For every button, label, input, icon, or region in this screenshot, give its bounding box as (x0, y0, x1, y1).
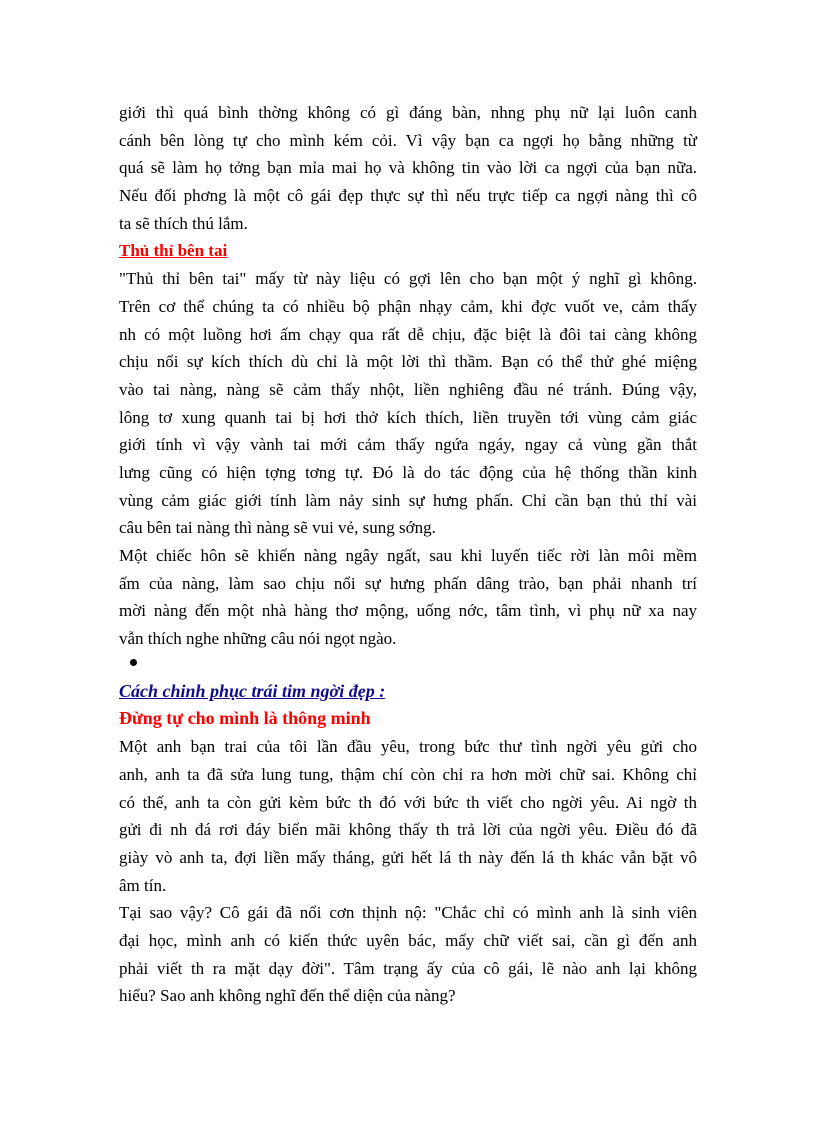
paragraph-why (119, 899, 697, 1010)
text-line: Một chiếc hôn sẽ khiến nàng ngây ngất, sau khi luyến tiếc rời làn môi mềm (119, 546, 697, 565)
text-line: nh có một luồng hơi ấm chạy qua rất dễ chịu, đặc biệt là đôi tai càng không (119, 324, 697, 344)
text-line: vẫn thích nghe những câu nói ngọt ngào. (119, 629, 397, 649)
paragraph-compliments (119, 99, 697, 237)
text-line: phải viết th ra mặt dạy đời". Tâm trạng ấy của cô gái, lẽ nào anh lại không (119, 958, 697, 978)
document-body (119, 99, 697, 1010)
text-line: cánh bên lòng tự cho mình kém cỏi. Vì vậy bạn ca ngợi họ bằng những từ (119, 130, 697, 150)
text-line: lưng cũng có hiện tợng tơng tự. Đó là do tác động của hệ thống thần kinh (119, 462, 697, 482)
paragraph-kiss (119, 542, 697, 653)
bullet-icon (130, 659, 137, 666)
text-line: gửi đi nh đá rơi đáy biển mãi không thấy th trả lời của ngời yêu. Điều đó đã (119, 820, 697, 840)
paragraph-whisper (119, 265, 697, 542)
text-line: có thế, anh ta còn gửi kèm bức th đó với bức th viết cho ngời yêu. Ai ngờ th (119, 792, 697, 812)
text-line: hiểu? Sao anh không nghĩ đến thể diện của nàng? (119, 986, 456, 1006)
text-line: "Thủ thỉ bên tai" mấy từ này liệu có gợi lên cho bạn một ý nghĩ gì không. (119, 269, 697, 289)
text-line: ta sẽ thích thú lắm. (119, 213, 248, 233)
section-heading-conquer: Cách chinh phục trái tim ngời đẹp : (119, 680, 386, 701)
text-line: đại học, mình anh có kiến thức uyên bác, mấy chữ viết sai, cần gì đến anh (119, 930, 697, 950)
text-line: Nếu đối phơng là một cô gái đẹp thực sự thì nếu trực tiếp ca ngợi nàng thì cô (119, 186, 697, 206)
text-line: lông tơ xung quanh tai bị hơi thở kích thích, liền truyền tới vùng cảm giác (119, 407, 697, 427)
text-line: mời nàng đến một nhà hàng thơ mộng, uống nớc, tâm tình, vì phụ nữ xa nay (119, 601, 697, 621)
subsection-heading-smart: Đừng tự cho mình là thông minh (119, 708, 371, 729)
text-line: vào tai nàng, nàng sẽ cảm thấy nhột, liền nghiêng đầu né tránh. Đúng vậy, (119, 379, 697, 399)
text-line: Tại sao vậy? Cô gái đã nổi cơn thịnh nộ: "Chắc chỉ có mình anh là sinh viên (119, 903, 697, 923)
text-line: vùng cảm giác giới tính làm nảy sinh sự hưng phấn. Chỉ cần bạn thủ thỉ vài (119, 490, 697, 510)
text-line: câu bên tai nàng thì nàng sẽ vui vẻ, sung sớng. (119, 518, 436, 538)
text-line: Một anh bạn trai của tôi lần đầu yêu, trong bức thư tình ngời yêu gửi cho (119, 737, 697, 757)
text-line: anh, anh ta đã sửa lung tung, thậm chí còn chỉ ra hơn mời chữ sai. Không chỉ (119, 764, 697, 784)
text-line: ấm của nàng, làm sao chịu nổi sự hưng phấn dâng trào, bạn phải nhanh trí (119, 573, 697, 593)
text-line: giày vò anh ta, đợi liền mấy tháng, gửi hết lá th này đến lá th khác vẫn bặt vô (119, 847, 697, 867)
text-line: quá sẽ làm họ tởng bạn mỉa mai họ và không tin vào lời ca ngợi của bạn nữa. (119, 158, 697, 178)
text-line: giới thì quá bình thờng không có gì đáng bàn, nhng phụ nữ lại luôn canh (119, 103, 697, 122)
section-heading-whisper: Thủ thỉ bên tai (119, 241, 228, 261)
text-line: Trên cơ thể chúng ta có nhiều bộ phận nhạy cảm, khi đợc vuốt ve, cảm thấy (119, 296, 697, 316)
text-line: chịu nổi sự kích thích dù chỉ là một lời thì thầm. Bạn có thể thử ghé miệng (119, 352, 697, 372)
text-line: âm tín. (119, 875, 167, 895)
text-line: giới tính vì vậy vành tai mới cảm thấy ngứa ngáy, ngay cả vùng gần thắt (119, 435, 697, 455)
bullet-item (119, 653, 697, 678)
paragraph-letter (119, 733, 697, 899)
